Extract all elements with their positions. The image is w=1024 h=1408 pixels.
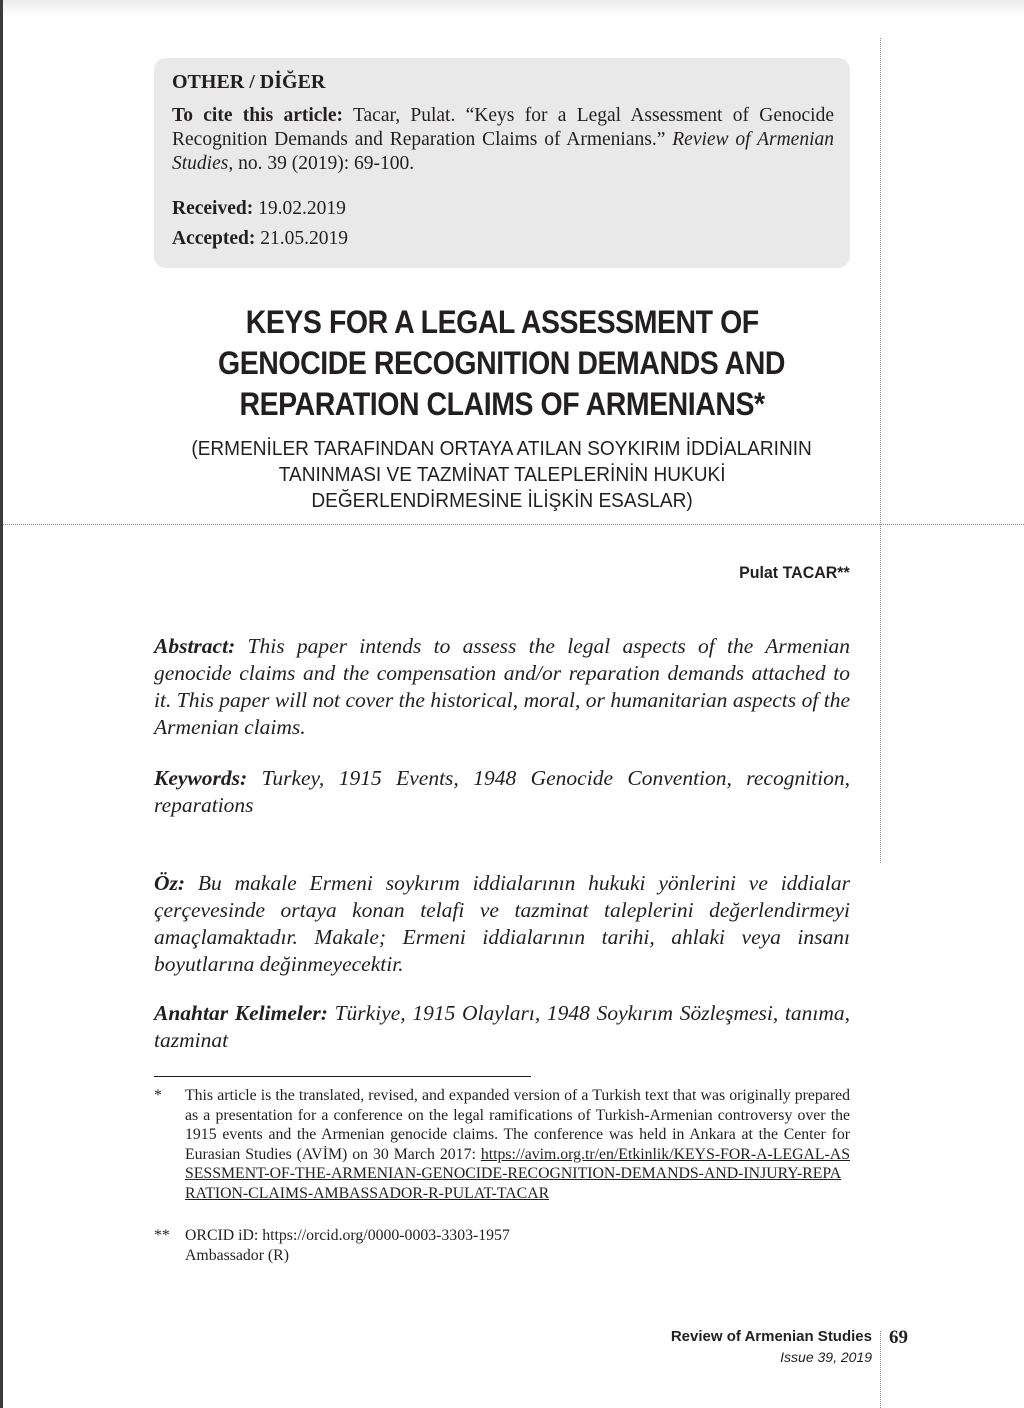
author-name: Pulat TACAR** bbox=[739, 563, 850, 582]
article-dates bbox=[172, 194, 834, 254]
author-role: Ambassador (R) bbox=[185, 1246, 289, 1264]
citation-box bbox=[154, 58, 850, 268]
margin-guide-horizontal bbox=[3, 524, 1024, 525]
orcid-line: ORCID iD: https://orcid.org/0000-0003-3303-1957 bbox=[185, 1227, 510, 1244]
subtitle-line: (ERMENİLER TARAFINDAN ORTAYA ATILAN SOYKIRIM İDDİALARININ bbox=[191, 437, 813, 460]
citation-issue: , no. 39 (2019): 69-100. bbox=[228, 153, 415, 174]
accepted-label: Accepted: bbox=[172, 228, 256, 249]
received-label: Received: bbox=[172, 198, 254, 219]
article-subtitle-turkish bbox=[130, 436, 874, 514]
citation-text bbox=[172, 104, 834, 176]
title-line: GENOCIDE RECOGNITION DEMANDS AND bbox=[218, 345, 786, 381]
footnote-text: This article is the translated, revised, and expanded version of a Turkish text that was originally prepared as a presentation for a conference on the legal ramifications of Turkish-Armenian controversy over the 1915 events and the Armenian genocide claims. The conference was held in Ankara at the Center for Eurasian Studies (AVİM) on 30 March 2017: bbox=[185, 1087, 850, 1163]
citation-body: Tacar, Pulat. “Keys for a Legal Assessment of Genocide Recognition Demands and Reparation Claims of Armenians.” bbox=[172, 105, 834, 150]
article-title bbox=[150, 302, 854, 425]
article-category: OTHER / DİĞER bbox=[172, 71, 326, 93]
anahtar-text: Türkiye, 1915 Olayları, 1948 Soykırım Sözleşmesi, tanıma, tazminat bbox=[154, 1001, 851, 1052]
footnote-mark: * bbox=[154, 1087, 162, 1104]
citation-journal: Review of Armenian Studies bbox=[172, 129, 835, 174]
received-date-row bbox=[172, 194, 834, 224]
footnote-separator bbox=[154, 1076, 531, 1077]
footnote-1 bbox=[154, 1086, 850, 1204]
page-number: 69 bbox=[889, 1327, 908, 1348]
keywords bbox=[154, 765, 850, 819]
title-line: KEYS FOR A LEGAL ASSESSMENT OF bbox=[245, 304, 759, 340]
subtitle-line: DEĞERLENDİRMESİNE İLİŞKİN ESASLAR) bbox=[311, 489, 693, 512]
footer-issue: Issue 39, 2019 bbox=[780, 1349, 872, 1365]
abstract-text: This paper intends to assess the legal aspects of the Armenian genocide claims and the compensation and/or reparation demands attached to it. This paper will not cover the historical, moral, or humanitarian aspects of the Armenian claims. bbox=[154, 634, 850, 739]
abstract bbox=[154, 633, 850, 741]
margin-guide-vertical-lower bbox=[880, 1331, 881, 1408]
received-date: 19.02.2019 bbox=[253, 198, 346, 219]
keywords-text: Turkey, 1915 Events, 1948 Genocide Convention, recognition, reparations bbox=[154, 766, 850, 817]
oz-text: Bu makale Ermeni soykırım iddialarının hukuki yönlerini ve iddialar çerçevesinde ortaya konan telafi ve tazminat taleplerini değerlendirmeyi amaçlamaktadır. Makale; Ermeni iddialarının tarihi, ahlaki veya insanı boyutlarına değinmeyecektir. bbox=[154, 871, 850, 976]
turkish-keywords bbox=[154, 1000, 850, 1054]
footnote-2 bbox=[154, 1226, 850, 1265]
keywords-label: Keywords: bbox=[154, 766, 248, 790]
footnote-mark: ** bbox=[154, 1227, 170, 1244]
viewer-left-edge bbox=[0, 0, 3, 1408]
subtitle-line: TANINMASI VE TAZMİNAT TALEPLERİNİN HUKUKİ bbox=[278, 463, 726, 486]
turkish-abstract bbox=[154, 870, 850, 978]
footnote-link[interactable]: https://avim.org.tr/en/Etkinlik/KEYS-FOR-A-LEGAL-ASSESSMENT-OF-THE-ARMENIAN-GENOCIDE-RECOGNITION-DEMANDS-AND-INJURY-REPARATION-CLAIMS-AMBASSADOR-R-PULAT-TACAR bbox=[185, 1145, 850, 1202]
margin-guide-vertical-upper bbox=[880, 38, 881, 863]
oz-label: Öz: bbox=[154, 871, 186, 895]
accepted-date: 21.05.2019 bbox=[255, 228, 349, 249]
anahtar-label: Anahtar Kelimeler: bbox=[154, 1001, 328, 1025]
page-top-shadow bbox=[3, 0, 1024, 16]
footer-journal-name: Review of Armenian Studies bbox=[670, 1328, 872, 1345]
citation-label: To cite this article: bbox=[172, 105, 344, 126]
abstract-label: Abstract: bbox=[154, 634, 236, 658]
title-line: REPARATION CLAIMS OF ARMENIANS* bbox=[239, 386, 765, 422]
accepted-date-row bbox=[172, 224, 834, 254]
